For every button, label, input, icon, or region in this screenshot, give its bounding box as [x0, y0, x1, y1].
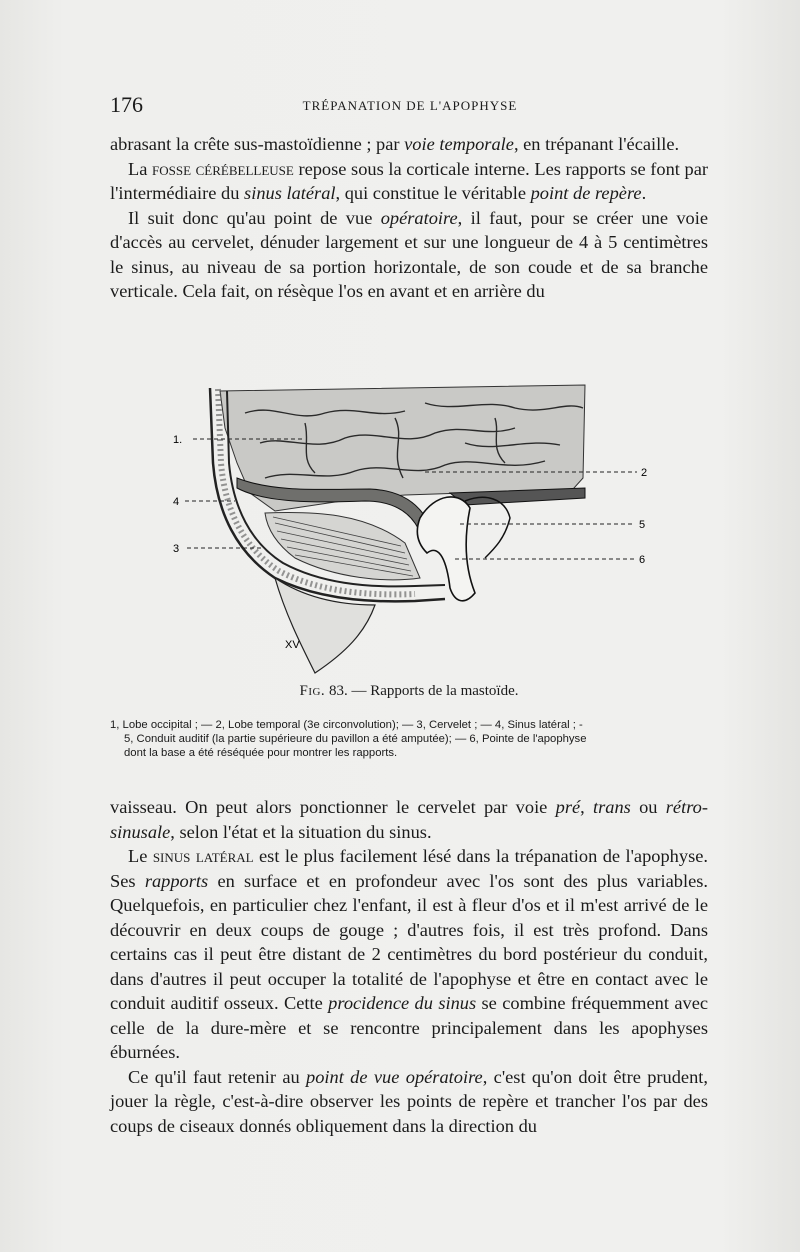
text-span: est le plus facilement lésé dans la trépanation de l'apophyse. Ses	[110, 846, 708, 891]
body-text-bottom	[110, 795, 708, 1138]
text-span: , il faut, pour se créer une voie d'accès au cervelet, dénuder largement et sur une longueur de 4 à 5 centimètres le sinus, au niveau de sa portion horizontale, de son coude et de sa branche verticale. Cela fait, on résèque l'os en avant et en arrière du	[110, 207, 708, 301]
italic-span: pré	[555, 797, 581, 817]
pinna-outline	[465, 497, 510, 558]
text-span: La	[128, 158, 152, 179]
text-span: se combine fréquemment avec celle de la dure-mère et se rencontre principalement dans les apophyses éburnées.	[110, 993, 709, 1062]
italic-span: procidence du sinus	[328, 993, 477, 1013]
label-5: 5	[639, 519, 646, 531]
small-caps-span: sinus latéral	[152, 846, 254, 866]
italic-span: point de vue opératoire	[306, 1066, 483, 1087]
text-span: en surface et en profondeur avec l'os sont des plus variables. Quelquefois, en particulier chez l'enfant, il est à fleur d'os et il m'est arrivé de le découvrir en deux coups de gouge ; d'autres fois, il est très profond. Dans certains cas il peut être distant de 2 centimètres du bord postérieur du conduit, dans d'autres il peut occuper la totalité de l'apophyse et être en contact avec le conduit auditif osseux. Cette	[110, 870, 708, 1013]
legend-line: 5, Conduit auditif (la partie supérieure du pavillon a été amputée); — 6, Pointe de l'apophyse	[124, 733, 587, 745]
italic-span: rapports	[144, 870, 209, 891]
caption-title: 83. — Rapports de la mastoïde.	[325, 683, 519, 699]
text-span: Il suit donc qu'au point de vue	[128, 207, 381, 228]
body-text-top	[110, 132, 708, 304]
legend-line: dont la base a été réséquée pour montrer les rapports.	[124, 747, 398, 759]
italic-span: sinus latéral	[244, 183, 336, 203]
page-header	[110, 92, 710, 118]
paragraph	[110, 795, 708, 844]
label-2: 2	[641, 467, 648, 479]
italic-span: opératoire	[380, 207, 458, 228]
anatomical-figure	[165, 383, 665, 678]
figure-caption	[110, 683, 708, 700]
text-span: Ce qu'il faut retenir au	[128, 1066, 307, 1087]
legend-line: 1, Lobe occipital ; — 2, Lobe temporal (3e circonvolution); — 3, Cervelet ; — 4, Sinus latéral ; -	[110, 719, 583, 731]
text-span: , qui constitue le véritable	[335, 183, 531, 203]
paragraph	[110, 844, 708, 1065]
paragraph	[110, 206, 708, 304]
italic-span: voie temporale	[404, 134, 514, 154]
italic-span: point de repère	[530, 183, 642, 203]
text-span: .	[641, 183, 647, 203]
paragraph	[110, 132, 708, 157]
text-span: repose sous la corticale interne. Les rapports se font par l'intermédiaire du	[110, 158, 708, 203]
label-4: 4	[173, 496, 180, 508]
text-span: vaisseau. On peut alors ponctionner le cervelet par voie	[110, 797, 556, 817]
label-1: 1.	[173, 434, 183, 446]
text-span: abrasant la crête sus-mastoïdienne ; par	[110, 134, 405, 154]
page-number: 176	[110, 92, 143, 117]
label-3: 3	[173, 543, 180, 555]
running-title: TRÉPANATION DE L'APOPHYSE	[302, 98, 518, 113]
text-span: ,	[580, 797, 594, 817]
figure-mark: XV	[285, 639, 300, 651]
italic-span: rétro-sinusale	[110, 797, 708, 842]
cerebellum-area	[265, 512, 420, 579]
paragraph	[110, 1065, 708, 1139]
italic-span: trans	[593, 797, 631, 817]
text-span: ou	[630, 797, 666, 817]
label-6: 6	[639, 554, 646, 566]
figure-legend	[110, 718, 710, 760]
text-span: , en trépanant l'écaille.	[513, 134, 680, 154]
text-span: Le	[128, 846, 153, 866]
mastoid-illustration	[165, 383, 665, 678]
small-caps-span: fosse cérébelleuse	[152, 158, 294, 179]
text-span: , c'est qu'on doit être prudent, jouer la règle, c'est-à-dire observer les points de repère et trancher l'os par des coups de ciseaux donnés obliquement dans la direction du	[110, 1066, 708, 1136]
text-span: , selon l'état et la situation du sinus.	[170, 821, 432, 842]
caption-fig-label: Fig.	[299, 683, 326, 699]
paragraph	[110, 157, 708, 206]
